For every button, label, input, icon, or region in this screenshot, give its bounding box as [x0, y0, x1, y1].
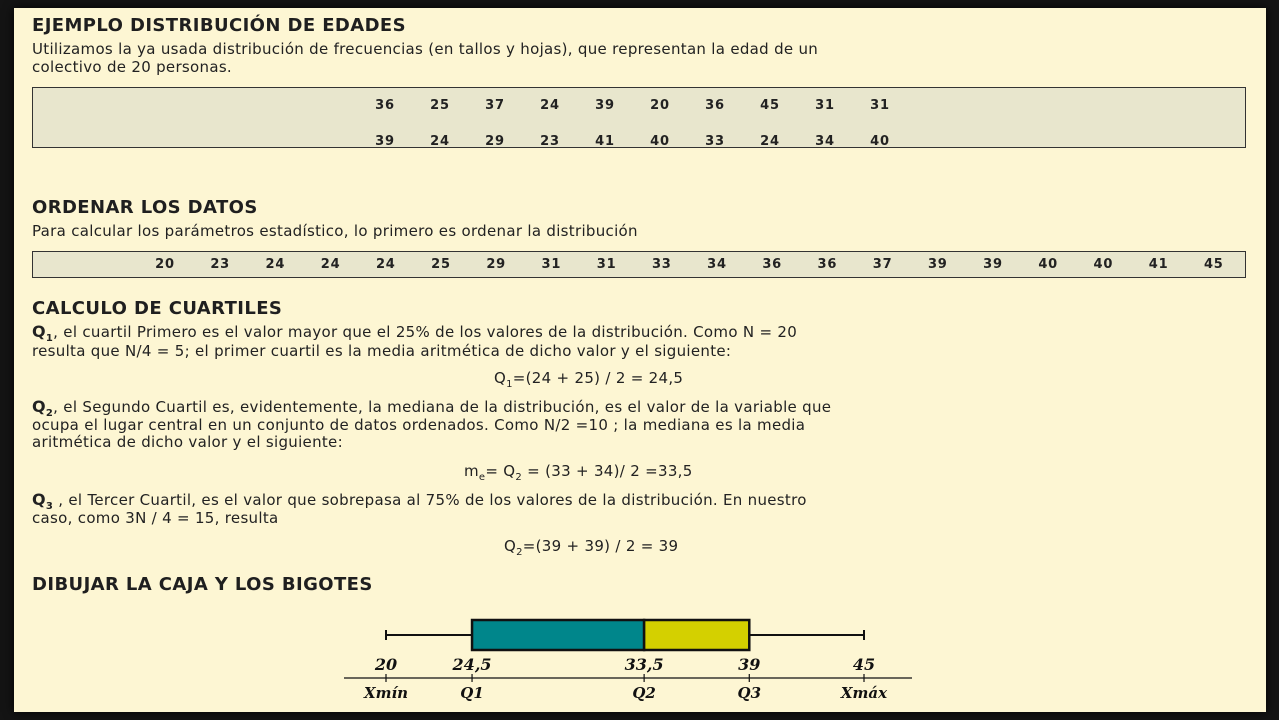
boxplot-figure — [14, 603, 1266, 712]
q2-paragraph-line3: aritmética de dicho valor y el siguiente: — [32, 433, 343, 451]
data-value: 45 — [760, 98, 780, 113]
data-value: 33 — [651, 257, 672, 272]
section-title-quartiles: CALCULO DE CUARTILES — [32, 298, 283, 319]
q1-formula: $Q_1=(24 + 25) / 2 = 24,5$ — [494, 369, 684, 390]
box-lower — [472, 620, 644, 650]
q2-formula: $m_e= Q_2 = (33 + 34)/$ 2 =33,5 — [464, 462, 693, 483]
order-intro: Para calcular los parámetros estadístico, lo primero es ordenar la distribución — [32, 222, 638, 240]
section-title-example: EJEMPLO DISTRIBUCIÓN DE EDADES — [32, 15, 406, 36]
q3-paragraph-line2: caso, como 3N / 4 = 15, resulta — [32, 509, 279, 527]
data-value: 40 — [1093, 257, 1114, 272]
q3-formula: $Q_2=(39 + 39) / 2 = 39$ — [504, 537, 679, 558]
tick-name-label: Xmín — [363, 684, 409, 702]
data-value: 39 — [927, 257, 948, 272]
section-title-boxplot: DIBUJAR LA CAJA Y LOS BIGOTES — [32, 574, 373, 595]
data-value: 23 — [540, 134, 560, 149]
data-value: 25 — [430, 98, 450, 113]
tick-name-label: Q2 — [632, 684, 656, 702]
raw-data-box — [32, 87, 1246, 148]
data-value: 34 — [707, 257, 727, 272]
data-value: 33 — [705, 134, 725, 149]
data-value: 24 — [540, 98, 560, 113]
data-value: 24 — [320, 257, 341, 272]
q3-line1-text: , el Tercer Cuartil, es el valor que sobrepasa al 75% de los valores de la distribución. En nuestro — [53, 491, 807, 509]
example-intro-line1: Utilizamos la ya usada distribución de frecuencias (en tallos y hojas), que representan la edad de un — [32, 40, 819, 58]
section-title-order: ORDENAR LOS DATOS — [32, 197, 258, 218]
tick-name-label: Xmáx — [840, 684, 888, 702]
data-value: 41 — [595, 134, 615, 149]
boxplot-svg — [14, 603, 1266, 712]
data-value: 20 — [155, 257, 175, 272]
data-value: 29 — [486, 257, 507, 272]
data-value: 36 — [375, 98, 395, 113]
q1-line1-text: , el cuartil Primero es el valor mayor que el 25% de los valores de la distribución. Como N = 20 — [53, 323, 798, 341]
tick-value-label: 45 — [852, 655, 876, 674]
data-value: 36 — [817, 257, 838, 272]
q2-label-sub: 2 — [45, 408, 54, 419]
q3-label: Q — [32, 490, 46, 509]
data-value: 23 — [210, 257, 231, 272]
data-value: 45 — [1203, 257, 1224, 272]
data-value: 37 — [872, 257, 893, 272]
data-value: 24 — [760, 134, 780, 149]
data-value: 31 — [815, 98, 835, 113]
data-value: 36 — [762, 257, 783, 272]
data-value: 20 — [650, 98, 670, 113]
data-value: 24 — [375, 257, 396, 272]
data-value: 24 — [430, 134, 450, 149]
box-upper — [644, 620, 749, 650]
data-value: 40 — [870, 134, 890, 149]
q1-paragraph-line2: resulta que N/4 = 5; el primer cuartil es la media aritmética de dicho valor y el siguiente: — [32, 342, 732, 360]
data-value: 39 — [375, 134, 395, 149]
data-value: 37 — [485, 98, 505, 113]
data-value: 36 — [705, 98, 725, 113]
q2-paragraph-line2: ocupa el lugar central en un conjunto de datos ordenados. Como N/2 =10 ; la mediana es la media — [32, 416, 806, 434]
q2-label: Q — [32, 397, 46, 416]
document-page — [14, 8, 1266, 712]
example-intro-line2: colectivo de 20 personas. — [32, 58, 233, 76]
tick-name-label: Q3 — [737, 684, 762, 702]
data-value: 41 — [1148, 257, 1169, 272]
data-value: 31 — [596, 257, 617, 272]
tick-value-label: 39 — [738, 655, 761, 674]
data-value: 29 — [485, 134, 505, 149]
tick-value-label: 33,5 — [624, 655, 664, 674]
data-value: 39 — [595, 98, 615, 113]
data-value: 34 — [815, 134, 835, 149]
tick-value-label: 24,5 — [452, 655, 492, 674]
q1-label: Q — [32, 322, 46, 341]
q2-line1-text: , el Segundo Cuartil es, evidentemente, la mediana de la distribución, es el valor de la variable que — [53, 398, 832, 416]
tick-value-label: 20 — [374, 655, 398, 674]
data-value: 24 — [265, 257, 286, 272]
data-value: 39 — [983, 257, 1003, 272]
data-value: 31 — [541, 257, 562, 272]
data-value: 40 — [1038, 257, 1059, 272]
q1-label-sub: 1 — [45, 333, 54, 344]
tick-name-label: Q1 — [460, 684, 484, 702]
data-value: 25 — [431, 257, 451, 272]
sorted-data-box — [32, 251, 1246, 278]
q3-label-sub: 3 — [45, 501, 54, 512]
data-value: 31 — [870, 98, 890, 113]
data-value: 40 — [650, 134, 670, 149]
